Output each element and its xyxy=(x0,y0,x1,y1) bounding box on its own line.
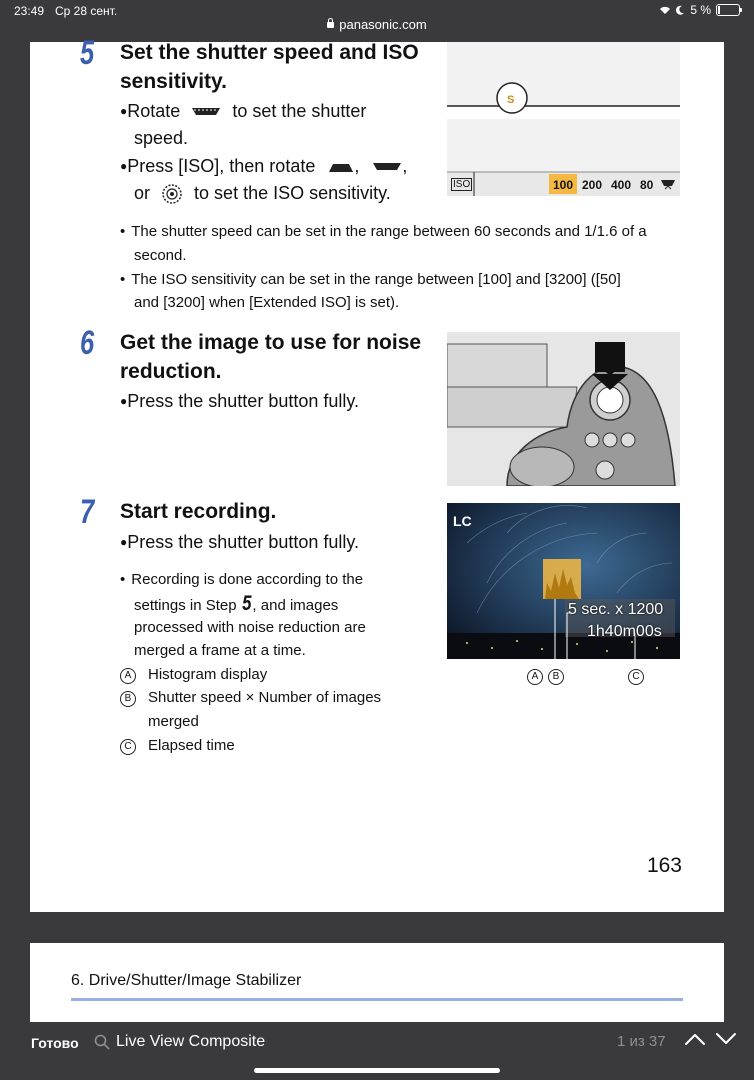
lock-icon xyxy=(327,22,334,28)
note-iso-range-cont: and [3200] when [Extended ISO] is set). xyxy=(134,294,400,311)
step-6-number: 6 xyxy=(80,324,95,362)
legend-b-cont: merged xyxy=(148,713,199,730)
section-rule xyxy=(71,998,683,1001)
note-shutter-range-cont: second. xyxy=(134,247,187,264)
url-text: panasonic.com xyxy=(339,17,427,32)
chevron-up-icon[interactable] xyxy=(684,1032,706,1046)
page-number: 163 xyxy=(646,854,682,877)
bullet-icon: ● xyxy=(120,104,128,118)
search-query: Live View Composite xyxy=(116,1033,266,1050)
control-dial-icon xyxy=(161,183,183,205)
step-5-line-4: or to set the ISO sensitivity. xyxy=(134,180,391,207)
search-field[interactable] xyxy=(94,1033,265,1051)
svg-text:S: S xyxy=(507,94,515,106)
pdf-page xyxy=(30,34,724,912)
moon-icon xyxy=(676,5,685,15)
camera-shutter-figure xyxy=(447,332,680,486)
front-dial-icon xyxy=(328,161,354,173)
iso-value-400: 400 xyxy=(611,178,632,192)
iso-value-200: 200 xyxy=(582,178,603,192)
rear-dial-icon xyxy=(191,107,221,117)
step-6-line-1: ●Press the shutter button fully. xyxy=(120,391,360,411)
lc-mode-label: LC xyxy=(453,513,472,529)
battery-icon xyxy=(716,4,740,16)
elapsed-time: 1h40m00s xyxy=(587,623,662,640)
callout-c: C xyxy=(628,669,644,685)
chevron-down-icon[interactable] xyxy=(715,1032,737,1046)
step-7-number: 7 xyxy=(80,493,95,531)
note-recording-4: merged a frame at a time. xyxy=(134,642,306,659)
wifi-icon xyxy=(659,5,671,15)
url-bar[interactable] xyxy=(0,17,754,32)
step-6-title: Get the image to use for noise reduction. xyxy=(120,331,422,383)
step-7-title: Start recording. xyxy=(120,500,277,523)
match-count: 1 из 37 xyxy=(617,1033,666,1050)
rear-dial-icon xyxy=(372,162,402,172)
step-5-number: 5 xyxy=(80,34,95,72)
note-iso-range: • The ISO sensitivity can be set in the range between [100] and [3200] ([50] xyxy=(120,271,621,288)
home-indicator[interactable] xyxy=(254,1068,500,1073)
iso-label: ISO xyxy=(453,179,471,190)
done-button[interactable]: Готово xyxy=(31,1035,79,1051)
step-5-line-1: ●Rotate to set the shutter xyxy=(120,101,367,121)
status-time: 23:49 xyxy=(14,4,45,18)
legend-a: A Histogram display xyxy=(120,663,267,687)
step-7-line-1: ●Press the shutter button fully. xyxy=(120,532,360,552)
step-5-line-2: speed. xyxy=(134,128,189,148)
note-recording-3: processed with noise reduction are xyxy=(134,619,366,636)
step-5-line-3: ●Press [ISO], then rotate , , xyxy=(120,156,408,176)
live-view-composite-figure xyxy=(447,503,680,659)
legend-c: C Elapsed time xyxy=(120,734,235,758)
bullet-icon: ● xyxy=(120,159,128,173)
dial-small-icon xyxy=(660,178,676,190)
figure-callouts xyxy=(447,659,680,689)
callout-b: B xyxy=(548,669,564,685)
legend-b: B Shutter speed × Number of images xyxy=(120,686,381,710)
note-shutter-range: • The shutter speed can be set in the range between 60 seconds and 1/1.6 of a xyxy=(120,223,647,240)
search-icon xyxy=(94,1034,110,1050)
step-5-title: Set the shutter speed and ISO sensitivity. xyxy=(120,41,419,93)
status-date: Ср 28 сент. xyxy=(55,4,118,18)
pdf-page-next xyxy=(30,943,724,1023)
status-right xyxy=(659,3,740,17)
note-recording-1: • Recording is done according to the xyxy=(120,571,364,588)
bullet-icon: ● xyxy=(120,394,128,408)
bullet-icon: ● xyxy=(120,535,128,549)
iso-value-800: 80 xyxy=(640,178,654,192)
note-recording-2: settings in Step 5, and images xyxy=(134,592,339,615)
battery-percent: 5 % xyxy=(690,3,711,17)
shutter-iso-figure xyxy=(447,42,680,196)
iso-value-100: 100 xyxy=(553,178,574,192)
callout-a: A xyxy=(527,669,543,685)
section-header: 6. Drive/Shutter/Image Stabilizer xyxy=(71,972,302,989)
shutter-info: 5 sec. x 1200 xyxy=(568,601,664,618)
